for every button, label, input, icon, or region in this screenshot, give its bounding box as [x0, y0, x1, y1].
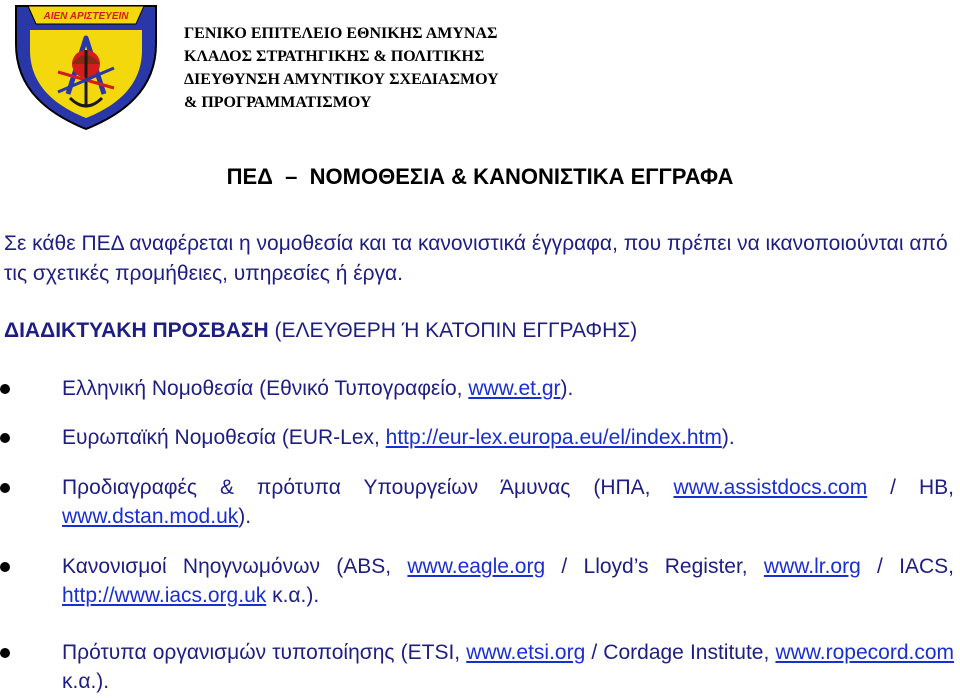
bullet-icon	[0, 648, 10, 658]
access-heading-bold: ΔΙΑΔΙΚΤΥΑΚΗ ΠΡΟΣΒΑΣΗ	[4, 319, 269, 342]
page-title: ΠΕΔ – ΝΟΜΟΘΕΣΙΑ & ΚΑΝΟΝΙΣΤΙΚΑ ΕΓΓΡΑΦΑ	[226, 164, 734, 189]
header-line-4: & ΠΡΟΓΡΑΜΜΑΤΙΣΜΟΥ	[184, 94, 372, 111]
header-line-1: ΓΕΝΙΚΟ ΕΠΙΤΕΛΕΙΟ ΕΘΝΙΚΗΣ ΑΜΥΝΑΣ	[184, 25, 498, 42]
list-item: Ελληνική Νομοθεσία (Εθνικό Τυπογραφείο, www.et.gr).	[0, 374, 954, 403]
link-etsi[interactable]: www.etsi.org	[466, 641, 586, 664]
header-line-3: ΔΙΕΥΘΥΝΣΗ ΑΜΥΝΤΙΚΟΥ ΣΧΕΔΙΑΣΜΟΥ	[184, 71, 499, 88]
bullet-icon	[0, 562, 10, 572]
access-heading	[4, 316, 952, 346]
bullet-icon	[0, 483, 10, 493]
intro-paragraph: Σε κάθε ΠΕΔ αναφέρεται η νομοθεσία και τα κανονιστικά έγγραφα, που πρέπει να ικανοποιούνται από τις σχετικές προμήθειες, υπηρεσίες ή έργα.	[4, 232, 948, 285]
header-line-2: ΚΛΑΔΟΣ ΣΤΡΑΤΗΓΙΚΗΣ & ΠΟΛΙΤΙΚΗΣ	[184, 48, 485, 65]
header-org	[184, 22, 499, 114]
bullet-icon	[0, 433, 10, 443]
link-eur-lex[interactable]: http://eur-lex.europa.eu/el/index.htm	[385, 426, 722, 449]
access-heading-rest: (ΕΛΕΥΘΕΡΗ Ή ΚΑΤΟΠΙΝ ΕΓΓΡΑΦΗΣ)	[268, 319, 638, 342]
link-eagle[interactable]: www.eagle.org	[407, 555, 546, 578]
link-lr[interactable]: www.lr.org	[763, 555, 861, 578]
link-dstan[interactable]: www.dstan.mod.uk	[62, 505, 239, 528]
link-assistdocs[interactable]: www.assistdocs.com	[673, 476, 868, 499]
link-ropecord[interactable]: www.ropecord.com	[775, 641, 954, 664]
list-item: Ευρωπαϊκή Νομοθεσία (EUR-Lex, http://eur-lex.europa.eu/el/index.htm).	[0, 423, 954, 452]
list-item: Πρότυπα οργανισμών τυποποίησης (ETSI, www.etsi.org / Cordage Institute, www.ropecord.com κ.α.).	[0, 638, 954, 696]
emblem-motto: ΑΙΕΝ ΑΡΙΣΤΕΥΕΙΝ	[43, 11, 129, 22]
link-iacs[interactable]: http://www.iacs.org.uk	[62, 584, 267, 607]
link-et-gr[interactable]: www.et.gr	[468, 377, 561, 400]
bullet-icon	[0, 384, 10, 394]
hndgs-emblem	[8, 2, 164, 132]
list-item: Κανονισμοί Νηογνωμόνων (ABS, www.eagle.org / Lloyd’s Register, www.lr.org / IACS, http://www.iacs.org.uk κ.α.).	[0, 552, 954, 610]
list-item: Προδιαγραφές & πρότυπα Υπουργείων Άμυνας (ΗΠΑ, www.assistdocs.com / ΗΒ, www.dstan.mod.uk).	[0, 473, 954, 531]
